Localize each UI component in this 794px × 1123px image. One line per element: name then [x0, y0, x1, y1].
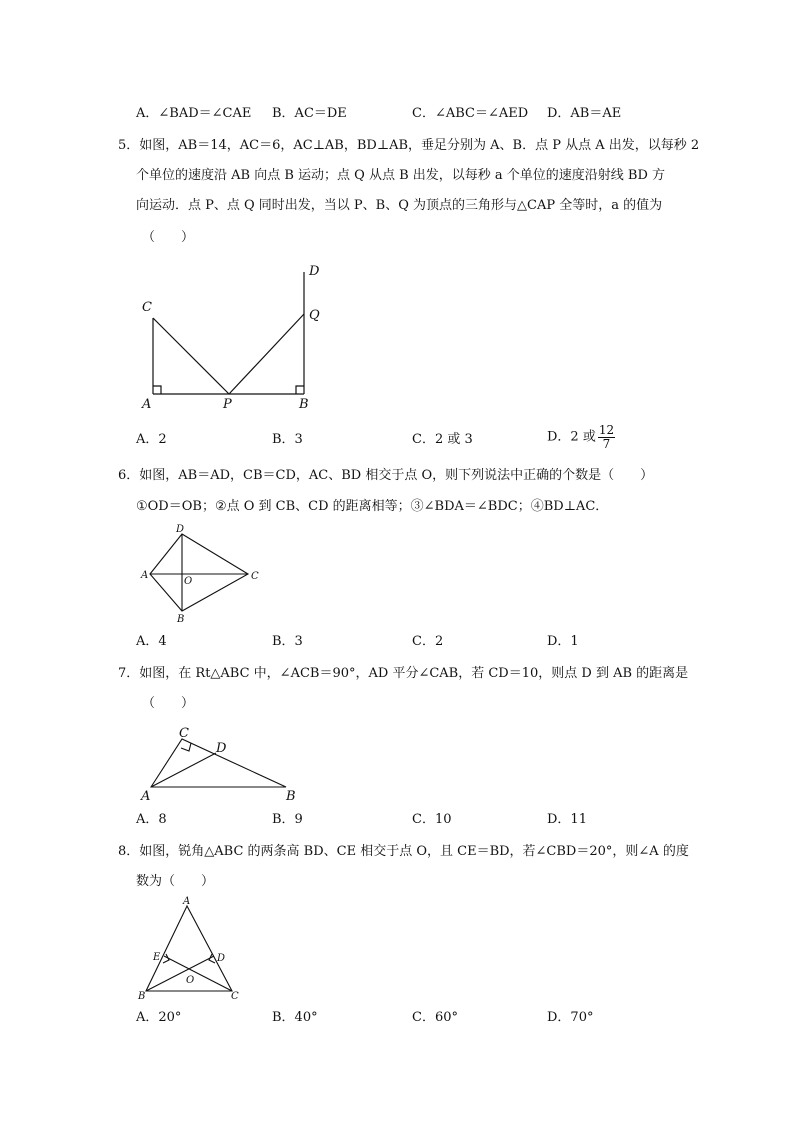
q5-option-c: C．2 或 3 — [412, 432, 473, 447]
q7-option-a: A．8 — [136, 812, 167, 827]
q6-option-c: C．2 — [412, 634, 444, 649]
q5-option-d-prefix: D．2 或 — [547, 429, 596, 445]
q5-option-b: B．3 — [272, 432, 303, 447]
q6-label-b: B — [177, 614, 185, 625]
q7-option-b: B．9 — [272, 812, 303, 827]
q5-option-d-denominator: 7 — [602, 437, 611, 451]
q8-option-d: D．70° — [547, 1010, 594, 1025]
q7-label-a: A — [141, 789, 151, 804]
q5-label-c: C — [142, 300, 152, 315]
q5-stem-line3: 向运动．点 P、点 Q 同时出发，当以 P、B、Q 为顶点的三角形与△CAP 全等时，a 的值为 — [136, 198, 663, 213]
q8-label-b: B — [138, 991, 146, 1002]
q8-label-a: A — [183, 896, 191, 907]
q5-label-q: Q — [309, 308, 320, 323]
q6-option-b: B．3 — [272, 634, 303, 649]
q6-option-a: A．4 — [136, 634, 167, 649]
q6-label-d: D — [176, 524, 185, 535]
q7-label-b: B — [286, 789, 296, 804]
q8-stem-line1: 8．如图，锐角△ABC 的两条高 BD、CE 相交于点 O，且 CE＝BD，若∠CBD＝20°，则∠A 的度 — [118, 844, 689, 859]
q7-stem-line1: 7．如图，在 Rt△ABC 中，∠ACB＝90°，AD 平分∠CAB，若 CD＝10，则点 D 到 AB 的距离是 — [118, 666, 689, 681]
q6-label-c: C — [251, 571, 259, 582]
q6-stem-line1: 6．如图，AB＝AD，CB＝CD，AC、BD 相交于点 O，则下列说法中正确的个数是（ ） — [118, 468, 654, 483]
q5-label-d: D — [309, 264, 320, 279]
q4-option-b: B．AC＝DE — [272, 106, 347, 121]
q6-label-a: A — [141, 570, 149, 581]
q5-label-a: A — [142, 397, 152, 412]
q5-stem-line2: 个单位的速度沿 AB 向点 B 运动；点 Q 从点 B 出发，以每秒 a 个单位的速度沿射线 BD 方 — [136, 168, 666, 183]
q8-stem-line2: 数为（ ） — [136, 874, 215, 889]
q8-label-o: O — [186, 975, 195, 986]
q7-option-d: D．11 — [547, 812, 587, 827]
q5-answer-blank: （ ） — [142, 230, 195, 245]
q5-label-p: P — [223, 397, 232, 412]
q8-label-e: E — [153, 952, 161, 963]
q5-stem-line1: 5．如图，AB＝14，AC＝6，AC⊥AB，BD⊥AB，垂足分别为 A、B．点 P 从点 A 出发，以每秒 2 — [118, 138, 700, 153]
q8-option-a: A．20° — [136, 1010, 182, 1025]
q7-label-d: D — [216, 741, 227, 756]
q8-option-b: B．40° — [272, 1010, 318, 1025]
q4-option-a: A．∠BAD＝∠CAE — [136, 106, 252, 121]
q5-label-b: B — [299, 397, 309, 412]
q6-label-o: O — [184, 576, 193, 587]
q6-stem-line2: ①OD＝OB；②点 O 到 CB、CD 的距离相等；③∠BDA＝∠BDC；④BD⊥AC． — [136, 499, 609, 514]
q4-option-d: D．AB＝AE — [547, 106, 622, 121]
q8-label-d: D — [217, 953, 226, 964]
q8-label-c: C — [231, 991, 239, 1002]
q5-option-a: A．2 — [136, 432, 167, 447]
q4-option-c: C．∠ABC＝∠AED — [412, 106, 529, 121]
q7-answer-blank: （ ） — [142, 696, 195, 711]
q8-option-c: C．60° — [412, 1010, 458, 1025]
q7-option-c: C．10 — [412, 812, 452, 827]
q7-label-c: C — [179, 726, 189, 741]
q5-option-d-numerator: 12 — [598, 423, 615, 437]
q6-option-d: D．1 — [547, 634, 579, 649]
